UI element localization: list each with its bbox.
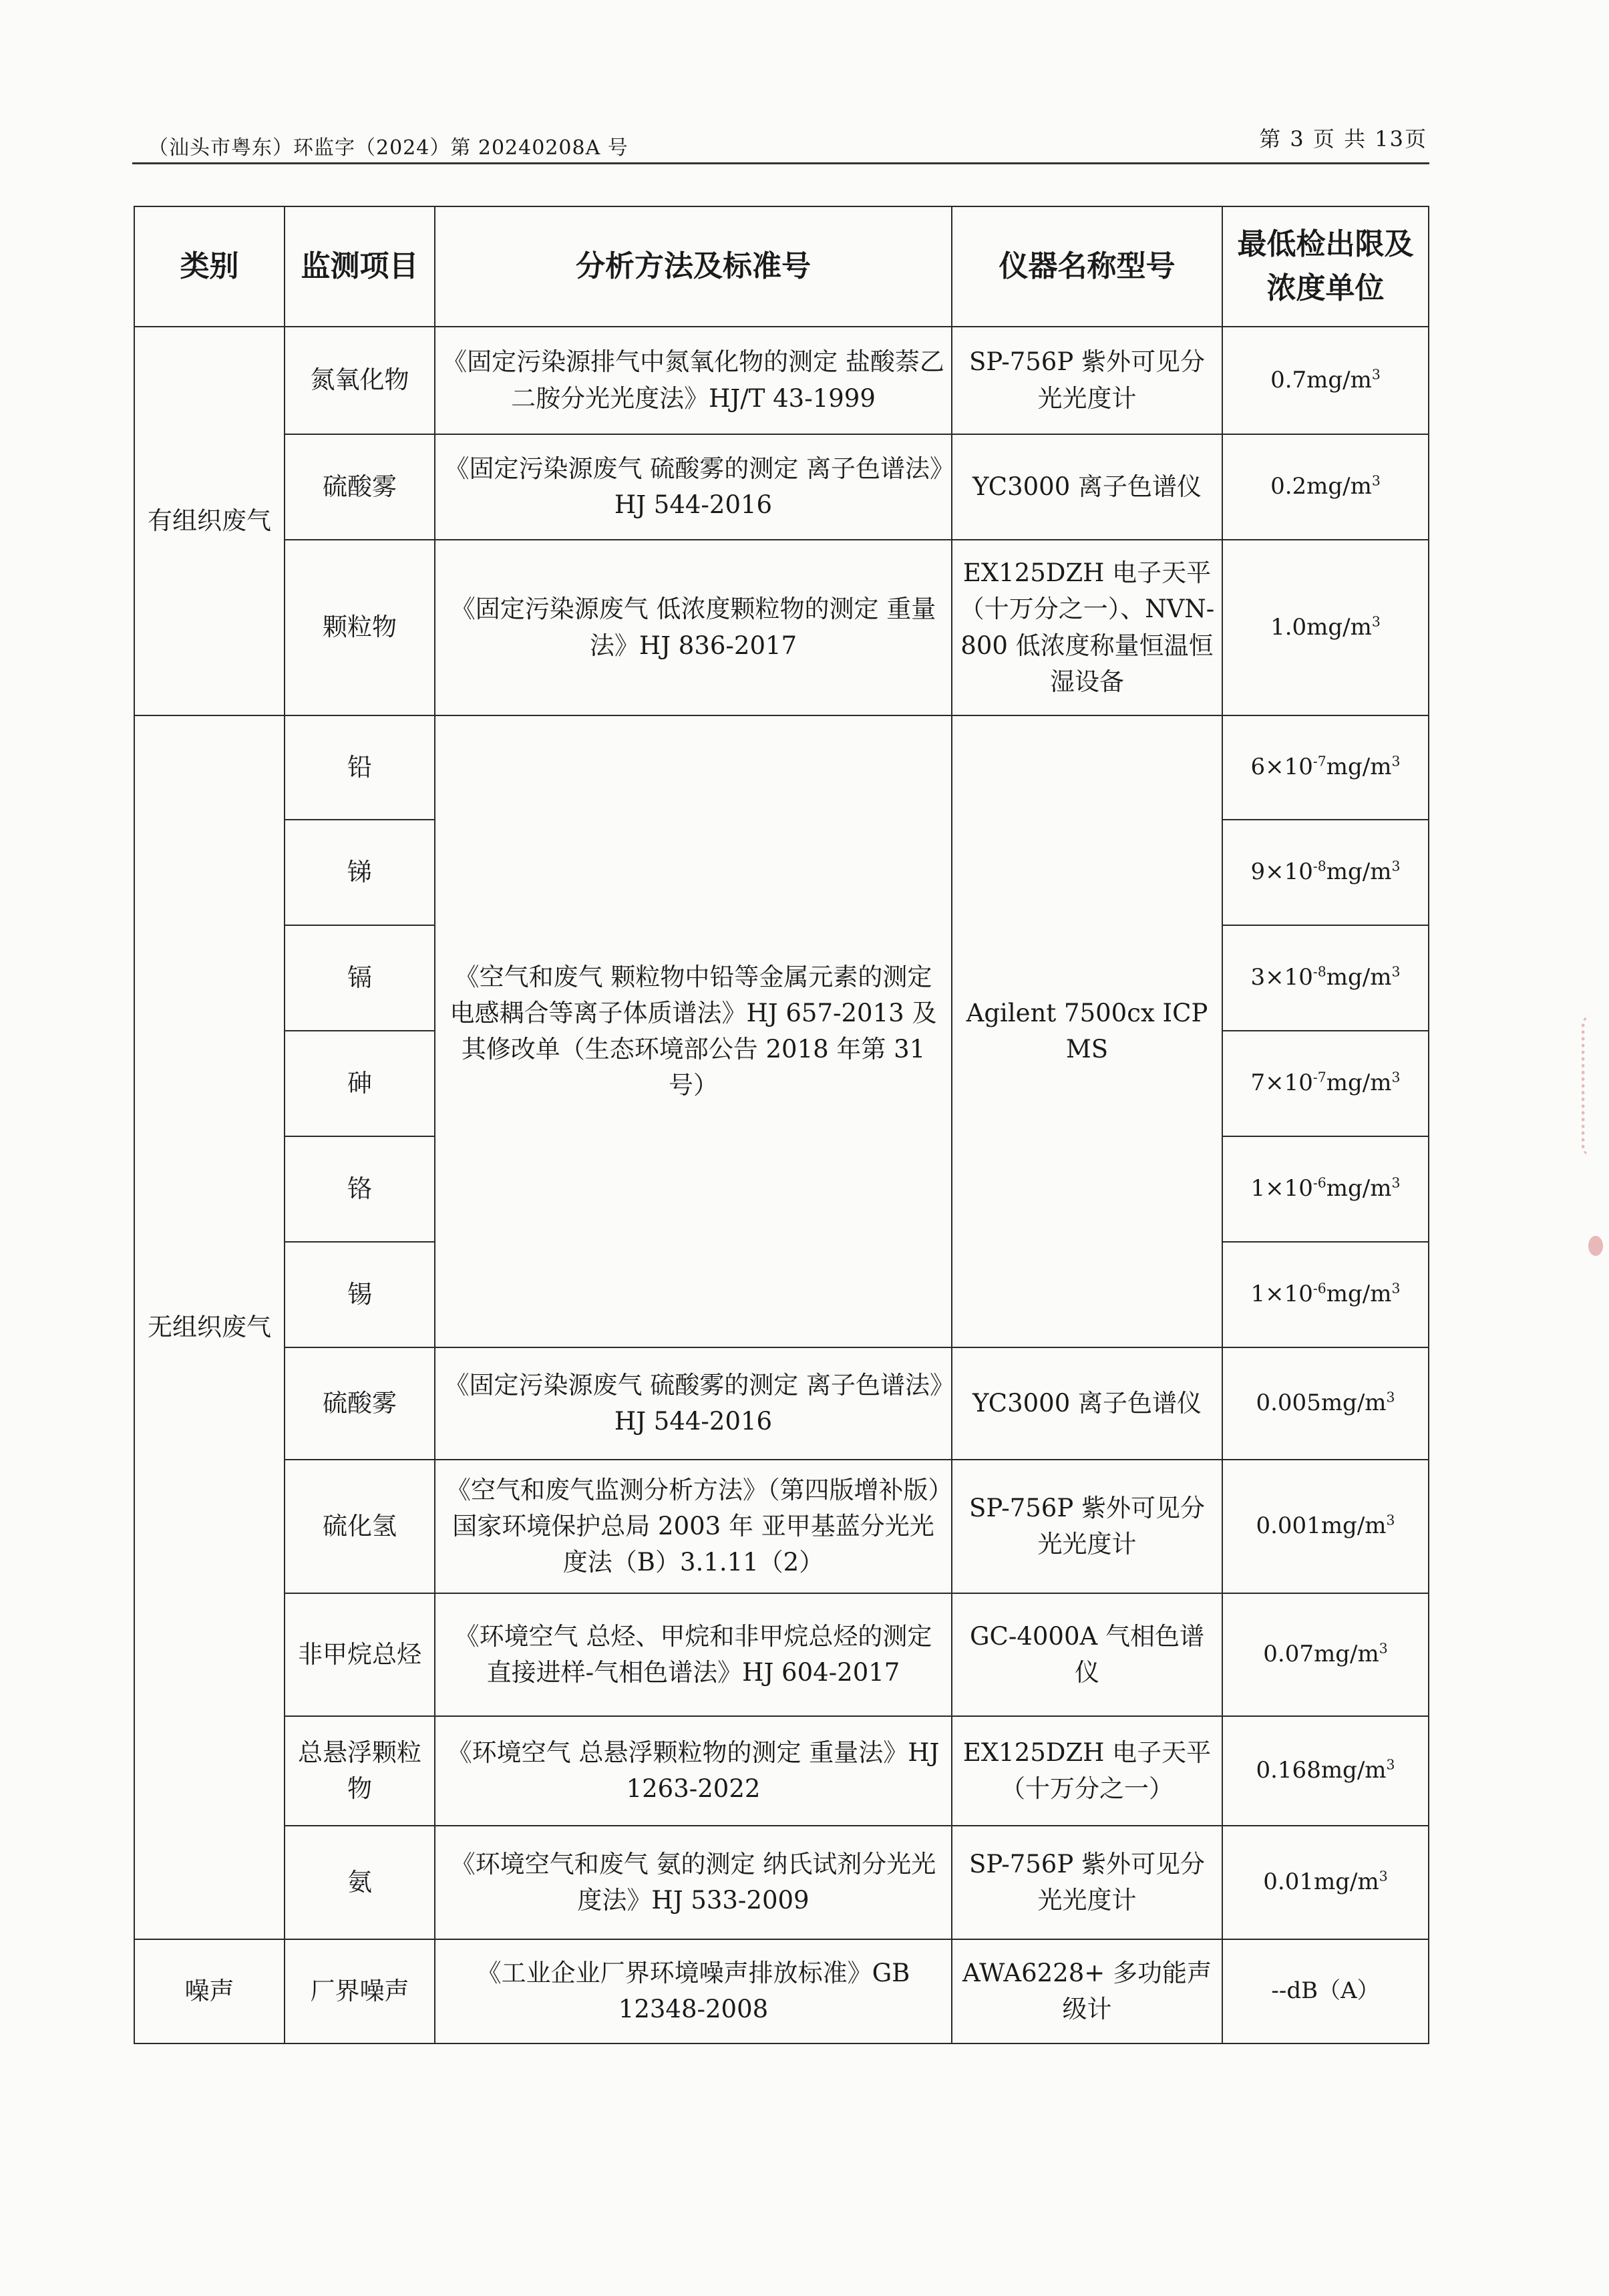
limit-cell: $0.07mg/m^3$ [1222,1593,1429,1716]
limit-cell: $6\times 10^{-7}mg/m^3$ [1222,715,1429,820]
limit-cell: $0.7mg/m^3$ [1222,327,1429,434]
method-cell: 《固定污染源废气 低浓度颗粒物的测定 重量法》HJ 836-2017 [435,540,952,715]
monitoring-methods-table [134,206,1429,2044]
method-cell: 《固定污染源排气中氮氧化物的测定 盐酸萘乙二胺分光光度法》HJ/T 43-1999 [435,327,952,434]
limit-cell: $0.01mg/m^3$ [1222,1826,1429,1939]
item-cell: 厂界噪声 [285,1939,435,2043]
table-header-row [134,206,1429,327]
col-header-method: 分析方法及标准号 [435,206,952,327]
item-cell: 硫化氢 [285,1460,435,1593]
item-cell: 颗粒物 [285,540,435,715]
item-cell: 锡 [285,1242,435,1347]
table-row [134,1460,1429,1593]
table-row [134,1826,1429,1939]
table-row [134,1593,1429,1716]
category-cell: 有组织废气 [134,327,285,715]
header-divider [132,162,1429,164]
method-cell: 《固定污染源废气 硫酸雾的测定 离子色谱法》HJ 544-2016 [435,434,952,540]
limit-cell: --dB（A） [1222,1939,1429,2043]
report-number: （汕头市粤东）环监字（2024）第 20240208A 号 [148,136,629,160]
limit-cell: $1\times 10^{-6}mg/m^3$ [1222,1242,1429,1347]
item-cell: 硫酸雾 [285,434,435,540]
instrument-cell: YC3000 离子色谱仪 [952,1347,1222,1460]
seal-edge-mark [1582,1015,1602,1156]
item-cell: 镉 [285,925,435,1031]
method-cell: 《环境空气 总悬浮颗粒物的测定 重量法》HJ 1263-2022 [435,1716,952,1826]
item-cell: 铅 [285,715,435,820]
item-cell: 非甲烷总烃 [285,1593,435,1716]
instrument-cell: EX125DZH 电子天平（十万分之一） [952,1716,1222,1826]
limit-cell: $7\times 10^{-7}mg/m^3$ [1222,1031,1429,1136]
item-cell: 砷 [285,1031,435,1136]
instrument-cell: SP-756P 紫外可见分光光度计 [952,1826,1222,1939]
limit-cell: $0.001mg/m^3$ [1222,1460,1429,1593]
category-cell: 噪声 [134,1939,285,2043]
col-header-instrument: 仪器名称型号 [952,206,1222,327]
item-cell: 氮氧化物 [285,327,435,434]
col-header-category: 类别 [134,206,285,327]
page-info: 第 3 页 共 13页 [1259,126,1427,152]
limit-cell: $1.0mg/m^3$ [1222,540,1429,715]
table-row [134,1939,1429,2043]
instrument-cell: YC3000 离子色谱仪 [952,434,1222,540]
table-row [134,540,1429,715]
method-cell: 《空气和废气 颗粒物中铅等金属元素的测定 电感耦合等离子体质谱法》HJ 657-2013 及其修改单（生态环境部公告 2018 年第 31 号） [435,715,952,1347]
col-header-limit: 最低检出限及浓度单位 [1222,206,1429,327]
method-cell: 《环境空气 总烃、甲烷和非甲烷总烃的测定 直接进样-气相色谱法》HJ 604-2017 [435,1593,952,1716]
item-cell: 锑 [285,820,435,925]
col-header-item: 监测项目 [285,206,435,327]
limit-cell: $0.005mg/m^3$ [1222,1347,1429,1460]
item-cell: 硫酸雾 [285,1347,435,1460]
item-cell: 铬 [285,1136,435,1242]
item-cell: 总悬浮颗粒物 [285,1716,435,1826]
table-row [134,1347,1429,1460]
table-row [134,434,1429,540]
instrument-cell: GC-4000A 气相色谱仪 [952,1593,1222,1716]
method-cell: 《环境空气和废气 氨的测定 纳氏试剂分光光度法》HJ 533-2009 [435,1826,952,1939]
limit-cell: $1\times 10^{-6}mg/m^3$ [1222,1136,1429,1242]
seal-edge-mark [1588,1236,1603,1256]
table-row [134,327,1429,434]
instrument-cell: Agilent 7500cx ICP MS [952,715,1222,1347]
table-row [134,1716,1429,1826]
limit-cell: $3\times 10^{-8}mg/m^3$ [1222,925,1429,1031]
instrument-cell: EX125DZH 电子天平（十万分之一）、NVN-800 低浓度称量恒温恒湿设备 [952,540,1222,715]
category-cell: 无组织废气 [134,715,285,1939]
limit-cell: $0.168mg/m^3$ [1222,1716,1429,1826]
limit-cell: $9\times 10^{-8}mg/m^3$ [1222,820,1429,925]
instrument-cell: SP-756P 紫外可见分光光度计 [952,1460,1222,1593]
method-cell: 《固定污染源废气 硫酸雾的测定 离子色谱法》HJ 544-2016 [435,1347,952,1460]
method-cell: 《工业企业厂界环境噪声排放标准》GB 12348-2008 [435,1939,952,2043]
table-row [134,715,1429,820]
item-cell: 氨 [285,1826,435,1939]
instrument-cell: AWA6228+ 多功能声级计 [952,1939,1222,2043]
limit-cell: $0.2mg/m^3$ [1222,434,1429,540]
method-cell: 《空气和废气监测分析方法》（第四版增补版）国家环境保护总局 2003 年 亚甲基蓝分光光度法（B）3.1.11（2） [435,1460,952,1593]
instrument-cell: SP-756P 紫外可见分光光度计 [952,327,1222,434]
